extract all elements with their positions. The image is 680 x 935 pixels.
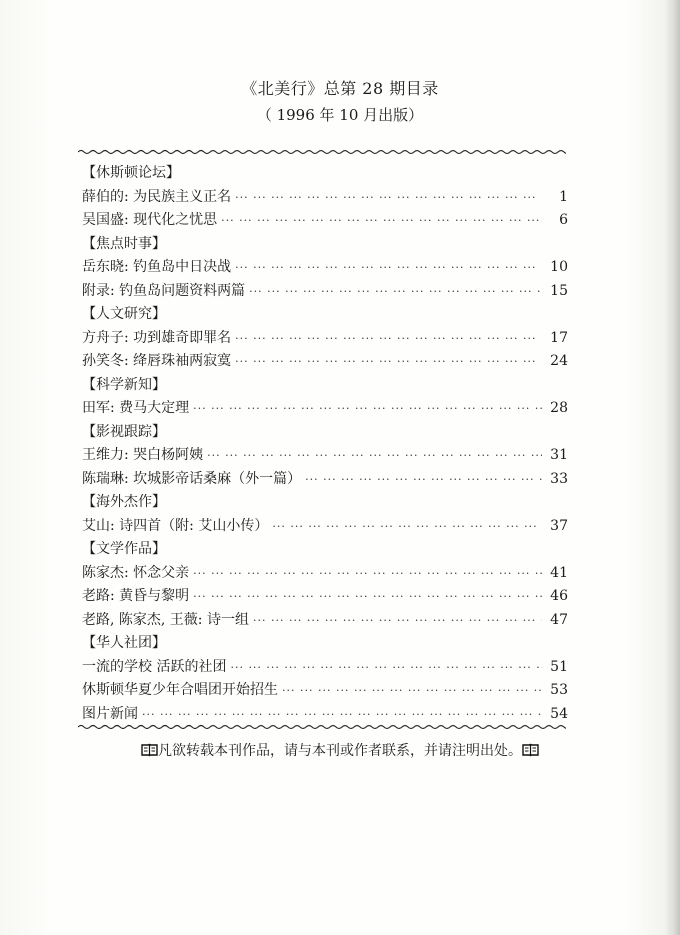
toc-entry [82,679,568,703]
entry-title: 孙笑冬: 绛唇珠袖两寂寞 [82,353,232,369]
toc-entry [82,656,568,680]
entry-title: 吴国盛: 现代化之忧思 [82,212,218,228]
page-number: 51 [550,658,568,675]
reprint-notice-text: 凡欲转载本刊作品，请与本刊或作者联系，并请注明出处。 [158,743,522,759]
toc-section-heading [82,303,568,327]
page-number: 15 [550,282,568,299]
dot-leader [221,209,542,233]
section-label: 【休斯顿论坛】 [82,165,180,181]
toc-entry [82,515,568,539]
open-book-icon [141,743,158,757]
section-label: 【焦点时事】 [82,235,166,252]
entry-title: 老路, 陈家杰, 王薇: 诗一组 [82,611,249,628]
entry-title: 艾山: 诗四首（附: 艾山小传） [82,517,269,534]
toc-section-heading [82,162,568,186]
entry-title: 薛伯的: 为民族主义正名 [82,188,232,205]
page-number: 10 [550,259,568,275]
dot-leader [235,327,542,351]
table-of-contents [82,162,568,726]
toc-entry [82,256,568,280]
page-title: 《北美行》总第 28 期目录 [241,79,439,98]
page-number: 31 [550,447,568,463]
page-number: 24 [550,353,568,369]
dot-leader [193,562,542,586]
page-number: 54 [550,705,568,722]
section-label: 【人文研究】 [82,306,166,322]
dot-leader [235,350,542,374]
wavy-divider-bottom [78,723,566,731]
section-label: 【文学作品】 [82,541,166,557]
page-number: 17 [550,329,568,346]
dot-leader [272,515,542,539]
toc-entry [82,209,568,233]
entry-title: 王维力: 哭白杨阿姨 [82,447,204,463]
dot-leader [230,656,542,680]
section-label: 【科学新知】 [82,376,166,393]
toc-section-heading [82,491,568,515]
dot-leader [193,585,542,609]
toc-entry [82,444,568,468]
page-number: 53 [550,682,568,698]
dot-leader [282,679,542,703]
section-label: 【海外杰作】 [82,494,166,510]
toc-entry [82,280,568,304]
toc-entry [82,609,568,633]
open-book-icon [522,743,539,757]
entry-title: 田军: 费马大定理 [82,400,190,416]
toc-entry [82,350,568,374]
entry-title: 老路: 黄昏与黎明 [82,588,190,604]
entry-title: 一流的学校 活跃的社团 [82,658,227,675]
page-number: 28 [550,400,568,416]
toc-entry [82,585,568,609]
wavy-divider-top [78,148,566,156]
toc-entry [82,327,568,351]
entry-title: 休斯顿华夏少年合唱团开始招生 [82,682,278,698]
page-number: 1 [559,188,568,205]
toc-entry [82,186,568,210]
page-number: 33 [550,470,568,487]
dot-leader [207,444,542,468]
reprint-notice [0,740,680,760]
page-edge-shadow [664,0,680,935]
toc-section-heading [82,538,568,562]
entry-title: 陈家杰: 怀念父亲 [82,564,190,581]
entry-title: 附录: 钓鱼岛问题资料两篇 [82,282,246,299]
toc-entry [82,562,568,586]
section-label: 【华人社团】 [82,635,166,651]
entry-title: 图片新闻 [82,705,138,722]
dot-leader [235,256,542,280]
dot-leader [305,468,542,492]
entry-title: 陈瑞琳: 坎城影帝话桑麻（外一篇） [82,470,302,487]
toc-section-heading [82,421,568,445]
toc-section-heading [82,233,568,257]
dot-leader [249,280,542,304]
toc-section-heading [82,632,568,656]
dot-leader [253,609,542,633]
page-number: 46 [550,588,568,604]
section-label: 【影视跟踪】 [82,423,166,440]
page-number: 37 [550,517,568,534]
page-subtitle: （ 1996 年 10 月出版） [256,106,424,124]
page-number: 47 [550,611,568,628]
dot-leader [235,186,542,210]
toc-entry [82,397,568,421]
page-number: 41 [550,564,568,581]
toc-entry [82,468,568,492]
dot-leader [193,397,542,421]
entry-title: 岳东晓: 钓鱼岛中日决战 [82,259,232,275]
entry-title: 方舟子: 功到雄奇即罪名 [82,329,232,346]
toc-section-heading [82,374,568,398]
page-number: 6 [559,212,568,228]
